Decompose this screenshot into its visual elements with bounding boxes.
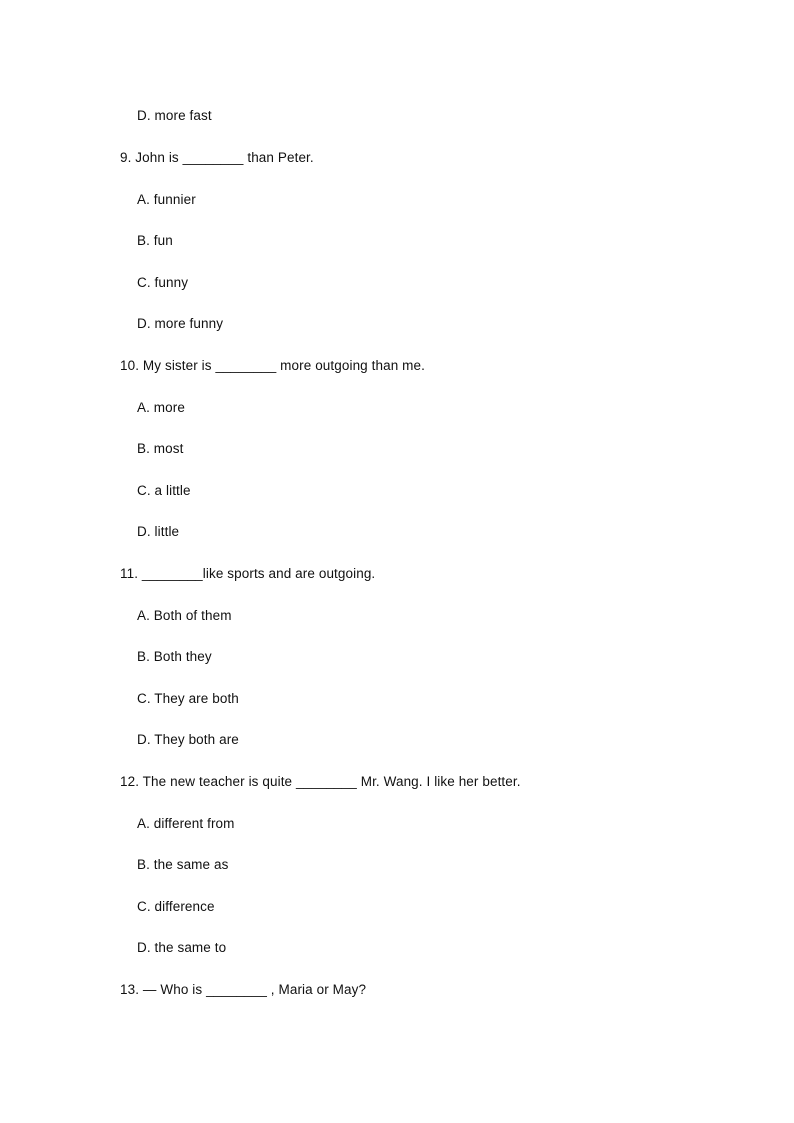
option-9-c: C. funny bbox=[137, 275, 189, 290]
option-10-b: B. most bbox=[137, 441, 184, 456]
question-9: 9. John is ________ than Peter. bbox=[120, 150, 314, 165]
option-12-d: D. the same to bbox=[137, 940, 227, 955]
option-8-d: D. more fast bbox=[137, 108, 212, 123]
option-11-d: D. They both are bbox=[137, 732, 239, 747]
option-11-c: C. They are both bbox=[137, 691, 239, 706]
option-10-a: A. more bbox=[137, 400, 185, 415]
question-12: 12. The new teacher is quite ________ Mr. Wang. I like her better. bbox=[120, 774, 521, 789]
option-9-d: D. more funny bbox=[137, 316, 224, 331]
option-10-d: D. little bbox=[137, 524, 180, 539]
option-9-b: B. fun bbox=[137, 233, 173, 248]
option-10-c: C. a little bbox=[137, 483, 191, 498]
option-9-a: A. funnier bbox=[137, 192, 196, 207]
option-12-a: A. different from bbox=[137, 816, 235, 831]
option-12-c: C. difference bbox=[137, 899, 215, 914]
question-13: 13. — Who is ________ , Maria or May? bbox=[120, 982, 367, 997]
question-11: 11. ________like sports and are outgoing. bbox=[120, 566, 376, 581]
option-12-b: B. the same as bbox=[137, 857, 229, 872]
option-11-a: A. Both of them bbox=[137, 608, 232, 623]
option-11-b: B. Both they bbox=[137, 649, 212, 664]
question-10: 10. My sister is ________ more outgoing than me. bbox=[120, 358, 425, 373]
